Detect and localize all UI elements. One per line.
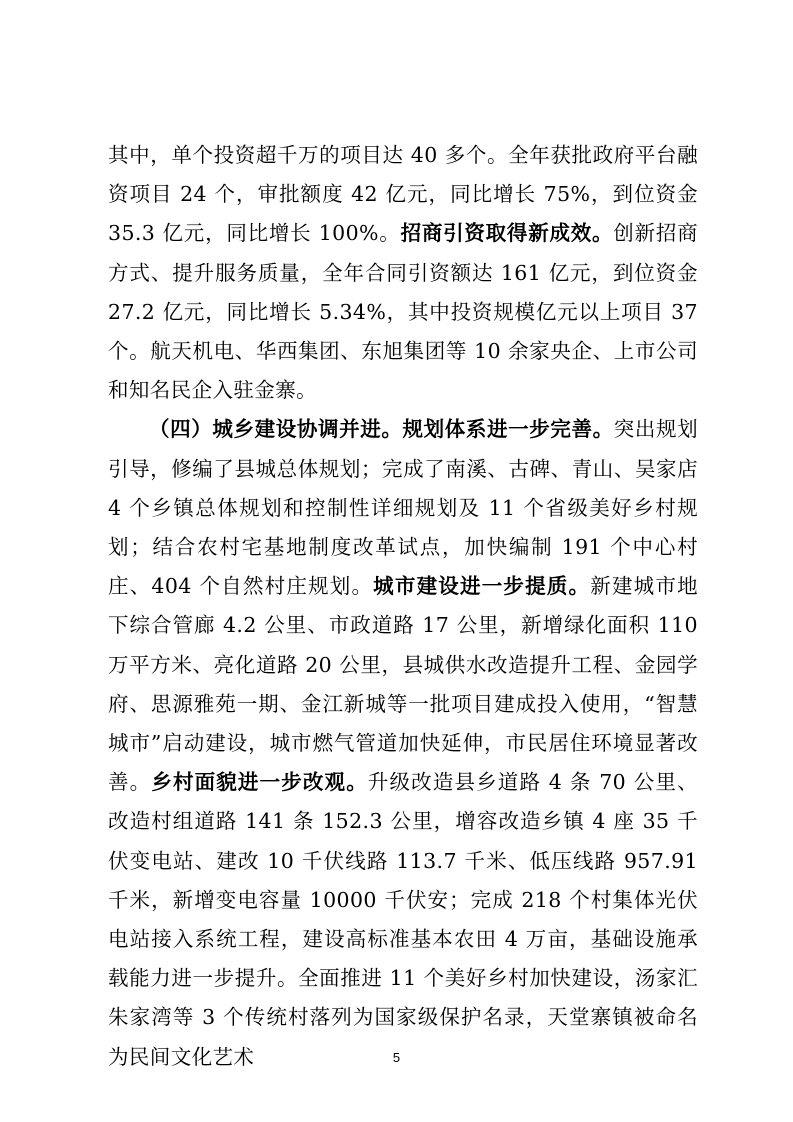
document-body xyxy=(108,136,698,1077)
paragraph-urban-rural xyxy=(108,410,698,1076)
bold-heading-urban: 城市建设进一步提质。 xyxy=(373,574,591,599)
text-run: 升级改造县乡道路 4 条 70 公里、改造村组道路 141 条 152.3 公里，增容改造乡镇 4 座 35 千伏变电站、建改 10 千伏线路 113.7 千米、低压线路 957.91 千米，新增变电容量 10000 千伏安；完成 218 个村集体光伏电站接入系统工程，建设高标准基本农田 4 万亩，基础设施承载能力进一步提升。全面推进 11 个美好乡村加快建设，汤家汇朱家湾等 3 个传统村落列为国家级保护名录，天堂寨镇被命名为民间文化艺术 xyxy=(108,770,698,1069)
bold-heading-rural: 乡村面貌进一步改观。 xyxy=(151,770,368,795)
text-run: 其中，单个投资超千万的项目达 40 多个。全年获批政府平台融资项目 24 个，审批额度 42 亿元，同比增长 75%，到位资金 35.3 亿元，同比增长 100%。 xyxy=(108,143,698,246)
text-run: 突出规划引导，修编了县城总体规划；完成了南溪、古碑、青山、吴家店 4 个乡镇总体规划和控制性详细规划及 11 个省级美好乡村规划；结合农村宅基地制度改革试点，加快编制 191 个中心村庄、404 个自然村庄规划。 xyxy=(108,417,698,599)
text-run: 创新招商方式、提升服务质量，全年合同引资额达 161 亿元，到位资金 27.2 亿元，同比增长 5.34%，其中投资规模亿元以上项目 37 个。航天机电、华西集团、东旭集团等 10 余家央企、上市公司和知名民企入驻金寨。 xyxy=(108,221,699,403)
paragraph-investment xyxy=(108,136,698,410)
page-number: 5 xyxy=(392,1050,401,1065)
bold-heading-investment: 招商引资取得新成效。 xyxy=(400,221,614,246)
text-run: 新建城市地下综合管廊 4.2 公里、市政道路 17 公里，新增绿化面积 110 万平方米、亮化道路 20 公里，县城供水改造提升工程、金园学府、思源雅苑一期、金江新城等一批项目建成投入使用，“智慧城市”启动建设，城市燃气管道加快延伸，市民居住环境显著改善。 xyxy=(108,574,699,795)
bold-heading-planning: （四）城乡建设协调并进。规划体系进一步完善。 xyxy=(149,417,614,442)
